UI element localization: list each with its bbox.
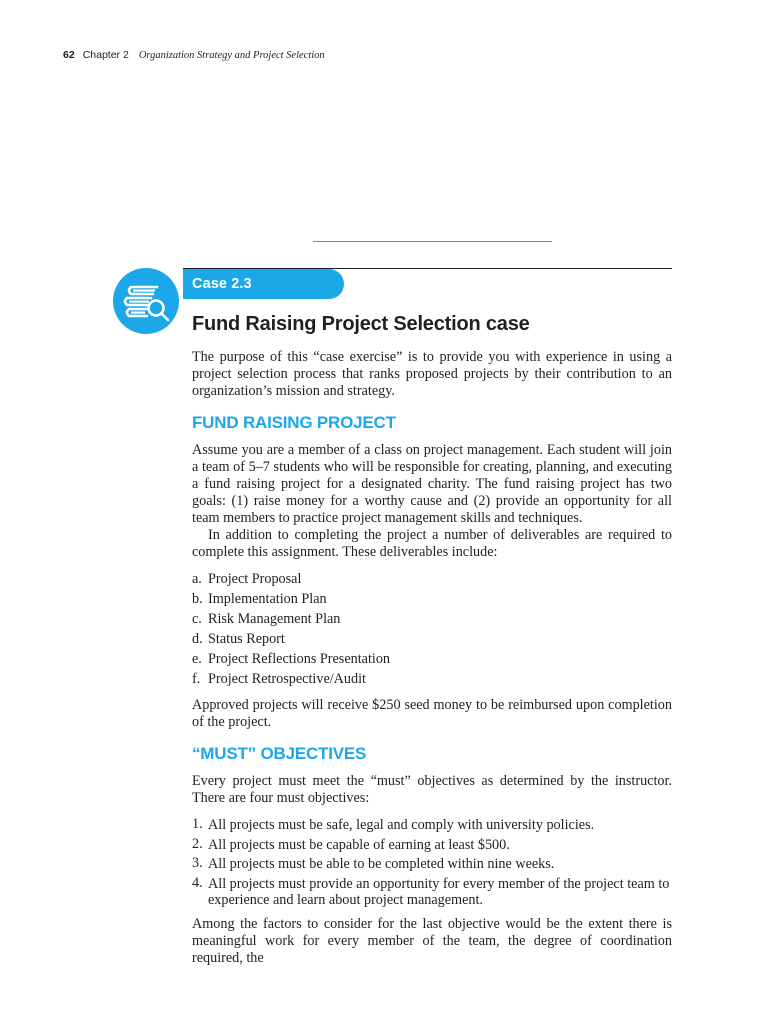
running-head <box>63 49 325 61</box>
case-title: Fund Raising Project Selection case <box>192 313 530 335</box>
section-heading-must-objectives: “MUST” OBJECTIVES <box>192 744 367 763</box>
list-item: 1. All projects must be safe, legal and comply with university policies. <box>192 816 595 833</box>
list-item: d. Status Report <box>192 631 285 647</box>
fund-raising-paragraph: Assume you are a member of a class on project management. Each student will join a team of 5–7 students who will be responsible for creating, planning, and executing a fund raising project for a designated charity. The fund raising project has two goals: (1) raise money for a worthy cause and (2) provide an opportunity for all team members to practice project management skills and techniques. <box>192 442 672 526</box>
list-item: e. Project Reflections Presentation <box>192 651 391 667</box>
list-item: 4. All projects must provide an opportunity for every member of the project team to experience and learn about project management. <box>192 874 670 908</box>
intro-paragraph: The purpose of this “case exercise” is to provide you with experience in using a project selection process that ranks proposed projects by their contribution to an organization’s mission and strategy. <box>192 349 672 399</box>
case-content <box>192 312 672 967</box>
seed-money-paragraph: Approved projects will receive $250 seed money to be reimbursed upon completion of the project. <box>192 697 672 730</box>
page-number: 62 <box>63 49 75 61</box>
list-item: a. Project Proposal <box>192 571 302 587</box>
objectives-list <box>192 815 672 908</box>
list-item: c. Risk Management Plan <box>192 611 341 627</box>
accent-rule <box>313 241 552 242</box>
list-item: b. Implementation Plan <box>192 591 327 607</box>
case-label: Case 2.3 <box>183 269 344 299</box>
list-item: f. Project Retrospective/Audit <box>192 671 366 687</box>
section-heading-fund-raising: FUND RAISING PROJECT <box>192 413 396 432</box>
deliverables-list <box>192 569 672 689</box>
deliverables-intro-paragraph: In addition to completing the project a number of deliverables are required to complete this assignment. These deliverables include: <box>192 527 672 560</box>
must-objectives-paragraph: Every project must meet the “must” objectives as determined by the instructor. There are four must objectives: <box>192 773 672 806</box>
books-magnifier-icon <box>113 268 179 334</box>
chapter-title: Organization Strategy and Project Selection <box>138 50 325 61</box>
chapter-label: Chapter 2 <box>82 49 129 61</box>
list-item: 2. All projects must be capable of earning at least $500. <box>192 835 510 853</box>
list-item: 3. All projects must be able to be completed within nine weeks. <box>192 855 555 872</box>
factors-paragraph: Among the factors to consider for the last objective would be the extent there is meaningful work for every member of the team, the degree of coordination required, the <box>192 915 672 966</box>
